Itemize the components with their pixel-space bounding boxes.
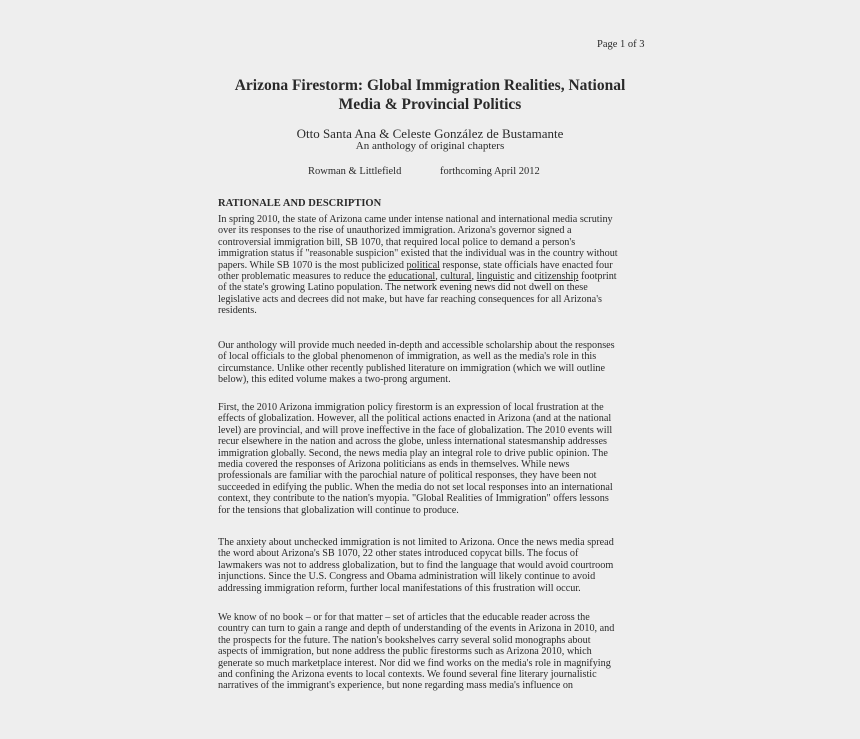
text-line: aspects of immigration, but none address the public firestorms such as Arizona 2010, which xyxy=(218,646,592,658)
text-line: the prospects for the future. The nation's bookshelves carry several solid monographs about xyxy=(218,634,591,646)
text-line xyxy=(218,271,648,282)
text-line: level) are provincial, and will prove ineffective in the face of globalization. The 2010 events will xyxy=(218,424,613,436)
text-run: and xyxy=(514,271,535,283)
text-line: immigration globally. Second, the news media play an integral role to drive public opinion. The xyxy=(218,447,608,459)
section-heading: RATIONALE AND DESCRIPTION xyxy=(218,198,382,209)
text-line: and confining the Arizona events to local contexts. We found several fine literary journalistic xyxy=(218,669,597,681)
paragraph-4 xyxy=(218,537,648,594)
document-title xyxy=(200,76,660,114)
text-run: other problematic measures to reduce the xyxy=(218,271,389,283)
text-line: lawmakers was not to address globalization, but to find the language that would avoid courtroom xyxy=(218,559,614,571)
text-line: The anxiety about unchecked immigration is not limited to Arizona. Once the news media spread xyxy=(218,537,614,548)
underlined-term: linguistic xyxy=(476,271,515,283)
underlined-term: cultural xyxy=(440,271,472,283)
paragraph-3 xyxy=(218,402,648,516)
text-line: context, they contribute to the nation's myopia. "Global Realities of Immigration" offers lessons xyxy=(218,493,609,505)
text-line: In spring 2010, the state of Arizona came under intense national and international media scrutiny xyxy=(218,214,613,225)
text-line: media covered the responses of Arizona politicians as ends in themselves. While news xyxy=(218,459,570,471)
text-run: footprint xyxy=(578,271,617,283)
paragraph-5 xyxy=(218,612,648,692)
text-line: injunctions. Since the U.S. Congress and Obama administration will likely continue to avoid xyxy=(218,571,596,583)
authors: Otto Santa Ana & Celeste González de Bustamante xyxy=(296,126,564,141)
text-line: circumstance. Unlike other recently published literature on immigration (which we will outline xyxy=(218,362,606,374)
text-line: addressing immigration reform, further local manifestations of this frustration will occur. xyxy=(218,582,581,594)
text-run: response, state officials have enacted four xyxy=(439,259,613,271)
paragraph-1 xyxy=(218,214,648,317)
text-line: country can turn to gain a range and depth of understanding of the events in Arizona in 2010, and xyxy=(218,623,615,635)
text-line: narratives of the immigrant's experience, but none regarding mass media's influence on xyxy=(218,680,574,692)
text-line: controversial immigration bill, SB 1070, that required local police to demand a person's xyxy=(218,236,576,248)
text-run: papers. While SB 1070 is the most publicized xyxy=(218,259,407,271)
text-run: , xyxy=(435,271,441,283)
text-line: generate so much marketplace interest. Nor did we find works on the media's role in magnifying xyxy=(218,657,611,669)
underlined-term: educational xyxy=(388,271,436,283)
text-line: of the state's growing Latino population. The network evening news did not dwell on these xyxy=(218,282,588,294)
text-line: First, the 2010 Arizona immigration policy firestorm is an expression of local frustration at the xyxy=(218,402,604,413)
text-run: , xyxy=(471,271,477,283)
subtitle: An anthology of original chapters xyxy=(355,140,505,152)
underlined-term: political xyxy=(406,259,440,271)
page-number: Page 1 of 3 xyxy=(597,39,645,50)
text-line xyxy=(218,260,648,271)
title-line: Arizona Firestorm: Global Immigration Realities, National xyxy=(234,77,626,94)
title-line: Media & Provincial Politics xyxy=(338,96,522,113)
text-line: effects of globalization. However, all the political actions enacted in Arizona (and at the national xyxy=(218,413,612,425)
text-line: legislative acts and decrees did not make, but have far reaching consequences for all Arizona's xyxy=(218,293,602,305)
text-line: We know of no book – or for that matter – set of articles that the educable reader across the xyxy=(218,612,590,623)
underlined-term: citizenship xyxy=(534,271,579,283)
text-line: below), this edited volume makes a two-prong argument. xyxy=(218,374,451,386)
text-line: over its responses to the rise of unauthorized immigration. Arizona's governor signed a xyxy=(218,225,572,237)
text-line: Our anthology will provide much needed in-depth and accessible scholarship about the responses xyxy=(218,340,615,351)
text-line: the word about Arizona's SB 1070, 22 other states introduced copycat bills. The focus of xyxy=(218,548,579,560)
text-line: succeeded in edifying the public. When the media do not set local responses into an international xyxy=(218,481,613,493)
publisher: Rowman & Littlefield xyxy=(308,166,402,177)
text-line: professionals are familiar with the parochial nature of political responses, they have been not xyxy=(218,470,597,482)
paragraph-2 xyxy=(218,340,648,386)
text-line: recur elsewhere in the nation and across the globe, unless international statesmanship addresses xyxy=(218,436,607,448)
text-line: for the tensions that globalization will continue to produce. xyxy=(218,504,459,516)
text-line: immigration status if "reasonable suspicion" existed that the individual was in the country without xyxy=(218,248,618,260)
text-line: residents. xyxy=(218,305,257,317)
publication-date: forthcoming April 2012 xyxy=(440,166,540,177)
text-line: of local officials to the global phenomenon of immigration, as well as the media's role in this xyxy=(218,351,597,363)
